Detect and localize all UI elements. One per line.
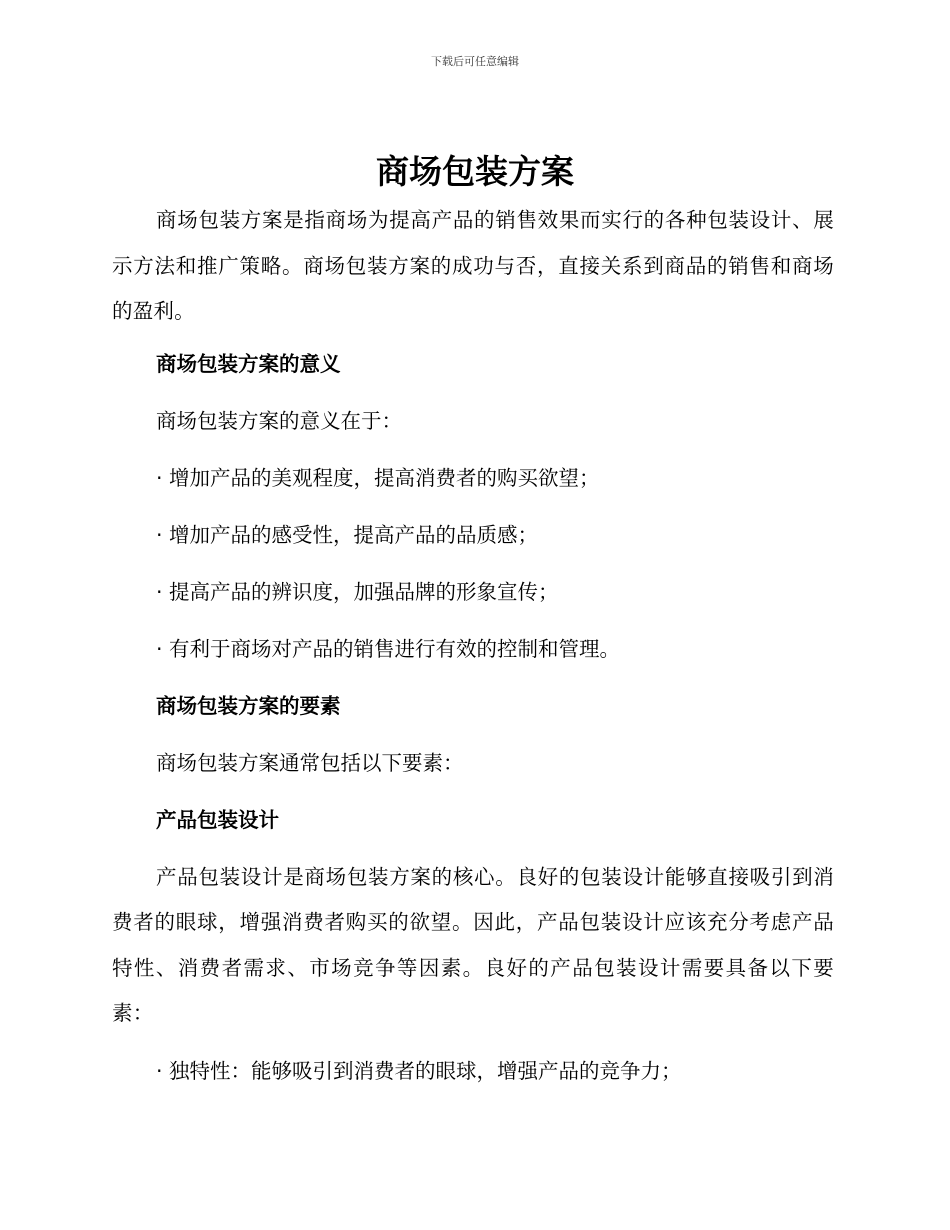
section-lead-elements: 商场包装方案通常包括以下要素： (156, 750, 464, 775)
section-heading-product-design: 产品包装设计 (156, 807, 279, 832)
bullet-item: · 有利于商场对产品的销售进行有效的控制和管理。 (156, 636, 621, 661)
bullet-item: · 提高产品的辨识度，加强品牌的形象宣传； (156, 579, 559, 604)
bullet-item: · 独特性：能够吸引到消费者的眼球，增强产品的竞争力； (156, 1058, 682, 1083)
bullet-item: · 增加产品的感受性，提高产品的品质感； (156, 522, 539, 547)
document-title: 商场包装方案 (376, 152, 574, 191)
header-note: 下载后可任意编辑 (431, 55, 519, 68)
section-heading-significance: 商场包装方案的意义 (156, 351, 341, 376)
product-design-paragraph: 产品包装设计是商场包装方案的核心。良好的包装设计能够直接吸引到消费者的眼球，增强消费者购买的欲望。因此，产品包装设计应该充分考虑产品特性、消费者需求、市场竞争等因素。良好的产品包装设计需要具备以下要素： (112, 864, 834, 1025)
bullet-item: · 增加产品的美观程度，提高消费者的购买欲望； (156, 465, 600, 490)
intro-paragraph: 商场包装方案是指商场为提高产品的销售效果而实行的各种包装设计、展示方法和推广策略。商场包装方案的成功与否，直接关系到商品的销售和商场的盈利。 (112, 208, 834, 323)
section-lead-significance: 商场包装方案的意义在于： (156, 408, 402, 433)
section-heading-elements: 商场包装方案的要素 (156, 693, 341, 718)
document-body (112, 198, 834, 1086)
